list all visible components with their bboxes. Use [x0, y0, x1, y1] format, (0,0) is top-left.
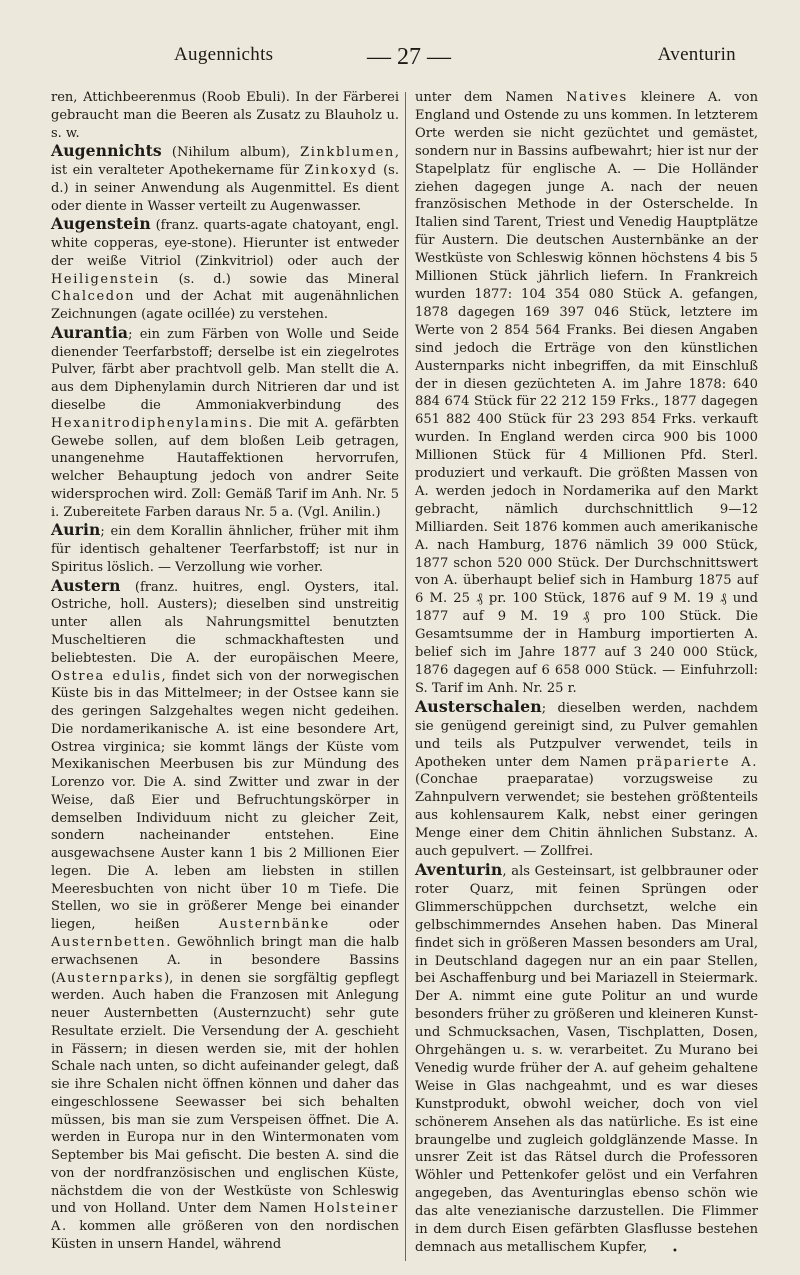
entry-text: (franz. quarts-agate chatoyant, engl. white copperas, eye-stone). Hierunter ist entweder der weiße Vitriol (Zinkvitriol) oder auch der — [51, 218, 399, 269]
spaced-term: Natives — [566, 90, 628, 105]
left-column — [51, 89, 399, 1254]
entry-text: ren, Attichbeerenmus (Roob Ebuli). In der Färberei gebraucht man die Beeren als Zusatz zu Blauholz u. s. w. — [51, 90, 399, 141]
spaced-term: Holsteiner A. — [51, 1201, 399, 1235]
page-mark: • — [672, 1246, 678, 1257]
entry-text: (franz. huitres, engl. Oysters, ital. Ostriche, holl. Austers); dieselben sind unstreitig unter allen als Nahrungsmittel benutzten Muscheltieren die schmackhaftesten und beliebtesten. Die A. der europäischen Meere, — [51, 579, 399, 666]
entry-text: . Gewöhnlich bringt man die halb erwachsenen A. in besondere Bassins ( — [51, 934, 399, 986]
entry-text: (Nihilum album), — [161, 145, 301, 161]
entry-headword: Augenstein — [51, 214, 151, 234]
entry-text: kommen alle größeren von den nordischen Küsten in unsern Handel, während — [51, 1219, 399, 1252]
header-left-keyword: Augennichts — [174, 44, 274, 65]
spaced-term: präparierte A. — [636, 754, 758, 770]
entry-text: und der Achat mit augenähnlichen Zeichnungen (agate ocillée) zu verstehen. — [51, 289, 399, 323]
spaced-term: Austernbetten — [51, 934, 167, 950]
entry-paragraph — [51, 89, 399, 142]
entry-headword: Aventurin — [415, 859, 503, 879]
spaced-term: Austernparks — [56, 970, 165, 986]
entry-text: (s. d.) sowie das Mineral — [159, 271, 399, 287]
entry-text: ; ein zum Färben von Wolle und Seide dienender Teerfarbstoff; derselbe ist ein ziegelrotes Pulver, färbt aber prachtvoll gelb. Man stellt die A. aus dem Diphenylamin durch Nitrieren dar und ist dieselbe die Ammoniakverbindung des — [51, 326, 399, 414]
entry-paragraph — [415, 861, 758, 1257]
entry-text: (s. d.) in seiner Anwendung als Augenmittel. Es dient oder diente in Wasser verteilt zu Augenwasser. — [51, 163, 399, 214]
entry-text: (Conchae praeparatae) vorzugsweise zu Zahnpulvern verwendet; sie bestehen größtenteils aus kohlensaurem Kalk, nebst einer geringen Menge einer dem Chitin ähnlichen Substanz. A. auch gepulvert. — Zollfrei. — [415, 772, 758, 860]
entry-paragraph — [51, 577, 399, 1254]
page-number: — 27 — — [367, 44, 451, 70]
entry-text: kleinere A. von England und Ostende zu uns kommen. In letzterem Orte werden sie nicht gezüchtet und gemästet, sondern nur in Bassins aufbewahrt; hier ist nur der Stapelplatz für englische A. — Die Holländer ziehen dagegen junge A. nach der neuen französischen Methode in der Osterschelde. In Italien sind Tarent, Triest und Venedig Hauptplätze für Austern. Die deutschen Austernbänke an der Westküste von Schleswig können höchstens 4 bis 5 Millionen Stück jährlich liefern. In Frankreich wurden 1877: 104 354 080 Stück A. gefangen, 1878 dagegen 169 397 046 Stück, letztere im Werte von 2 854 564 Franks. Bei diesen Angaben sind jedoch die Erträge von den künstlichen Austernparks nicht inbegriffen, da mit Einschluß der in diesen gezüchteten A. im Jahre 1878: 640 884 674 Stück für 22 212 159 Frks., 1877 dagegen 651 882 400 Stück für 23 293 854 Frks. verkauft wurden. In England werden circa 900 bis 1000 Millionen Stück für 4 Millionen Pfd. Sterl. produziert und verkauft. Die größten Massen von A. werden jedoch in Nordamerika auf den Markt gebracht, nämlich durchschnittlich 9—12 Milliarden. Seit 1876 kommen auch amerikanische A. nach Hamburg, 1876 nämlich 39 000 Stück, 1877 schon 520 000 Stück. Der Durchschnittswert von A. überhaupt belief sich in Hamburg 1875 auf 6 M. 25 ₰ pr. 100 Stück, 1876 auf 9 M. 19 ₰ und 1877 auf 9 M. 19 ₰ pro 100 Stück. Die Gesamtsumme der in Hamburg importierten A. belief sich im Jahre 1877 auf 3 240 000 Stück, 1876 dagegen auf 6 658 000 Stück. — Einfuhrzoll: S. Tarif im Anh. Nr. 25 r. — [415, 90, 758, 696]
entry-text: oder — [329, 917, 399, 933]
entry-headword: Austern — [51, 575, 121, 595]
entry-text: , als Gesteinsart, ist gelbbrauner oder roter Quarz, mit feinen Sprüngen oder Glimmerschüppchen durchsetzt, welche ein gelbschimmerndes Ansehen haben. Das Mineral findet sich in größeren Massen besonders am Ural, in Deutschland dagegen nur an ein paar Stellen, bei Aschaffenburg und bei Mariazell in Steiermark. Der A. nimmt eine gute Politur an und wurde besonders früher zu größeren und kleineren Kunst- und Schmucksachen, Vasen, Tischplatten, Dosen, Ohrgehängen u. s. w. verarbeitet. Zu Murano bei Venedig wurde früher der A. auf geheim gehaltene Weise in Glas nachgeahmt, und es war dieses Kunstprodukt, obwohl weicher, doch von viel schönerem Ansehen als das natürliche. Es ist eine braungelbe und zugleich goldglänzende Masse. In unsrer Zeit ist das Rätsel durch die Professoren Wöhler und Pettenkofer gelöst und ein Verfahren angegeben, das Aventuringlas ebenso schön wie das alte venezianische darzustellen. Die Flimmer in dem durch Eisen gefärbten Glasflusse bestehen demnach aus metallischem Kupfer, — [415, 863, 758, 1255]
entry-headword: Aurin — [51, 520, 101, 540]
spaced-term: Austernbänke — [218, 917, 330, 933]
entry-headword: Augennichts — [51, 141, 162, 161]
entry-paragraph — [415, 89, 758, 698]
spaced-term: Hexanitrodiphenylamins — [51, 415, 249, 431]
entry-headword: Austerschalen — [415, 696, 542, 716]
spaced-term: Zinkoxyd — [304, 163, 378, 179]
entry-text: ; dieselben werden, nachdem sie genügend gereinigt sind, zu Pulver gemahlen und teils als Putzpulver verwendet, teils in Apotheken unter dem Namen — [415, 700, 758, 770]
spaced-term: Chalcedon — [51, 289, 136, 305]
entry-text: , findet sich von der norwegischen Küste bis in das Mittelmeer; in der Ostsee kann sie des geringen Salzgehaltes wegen nicht gedeihen. Die nordamerikanische A. ist eine besondere Art, Ostrea virginica; sie kommt längs der Küste vom Mexikanischen Meerbusen bis zur Mündung des Lorenzo vor. Die A. sind Zwitter und zwar in der Weise, daß Eier und Befruchtungskörper in demselben Individuum nicht zu gleicher Zeit, sondern nacheinander entstehen. Eine ausgewachsene Auster kann 1 bis 2 Millionen Eier legen. Die A. leben am liebsten in stillen Meeresbuchten von nicht über 10 m Tiefe. Die Stellen, wo sie in größerer Menge bei einander liegen, heißen — [51, 668, 399, 933]
entry-paragraph — [51, 215, 399, 324]
entry-text: ), in denen sie sorgfältig gepflegt werden. Auch haben die Franzosen mit Anlegung neuer Austernbetten (Austernzucht) sehr gute Resultate erzielt. Die Versendung der A. geschieht in Fässern; in diesen werden sie, mit der hohlen Schale nach unten, so dicht aufeinander gelegt, daß sie ihre Schalen nicht öffnen können und daher das eingeschlossene Seewasser bei sich behalten müssen, bis man sie zum Verspeisen öffnet. Die A. werden in Europa nur in den Wintermonaten vom September bis Mai gefischt. Die besten A. sind die von der nordfranzösischen und englischen Küste, nächstdem die von der Westküste von Schleswig und von Holland. Unter dem Namen — [51, 970, 399, 1217]
entry-text: . Die mit A. gefärbten Gewebe sollen, auf dem bloßen Leib getragen, unangenehme Hautaffektionen hervorrufen, welcher Behauptung jedoch von andrer Seite widersprochen wird. Zoll: Gemäß Tarif im Anh. Nr. 5 i. Zubereitete Farben daraus Nr. 5 a. (Vgl. Anilin.) — [51, 415, 399, 520]
spaced-term: Heiligenstein — [51, 271, 160, 287]
running-header — [44, 44, 756, 78]
column-divider — [405, 92, 406, 1261]
entry-paragraph — [51, 324, 399, 521]
entry-text: unter dem Namen — [415, 90, 567, 105]
entry-text: ; ein dem Korallin ähnlicher, früher mit ihm für identisch gehaltener Teerfarbstoff; ist nur in Spiritus löslich. — Verzollung wie vorher. — [51, 524, 399, 575]
right-column — [415, 89, 758, 1257]
entry-paragraph — [415, 698, 758, 861]
entry-headword: Aurantia — [51, 322, 129, 342]
spaced-term: Zinkblumen — [300, 145, 395, 161]
header-right-keyword: Aventurin — [657, 44, 736, 65]
entry-paragraph — [51, 142, 399, 215]
spaced-term: Ostrea edulis — [51, 668, 162, 684]
entry-paragraph — [51, 521, 399, 576]
entry-text: , ist ein veralteter Apothekername für — [51, 145, 399, 179]
